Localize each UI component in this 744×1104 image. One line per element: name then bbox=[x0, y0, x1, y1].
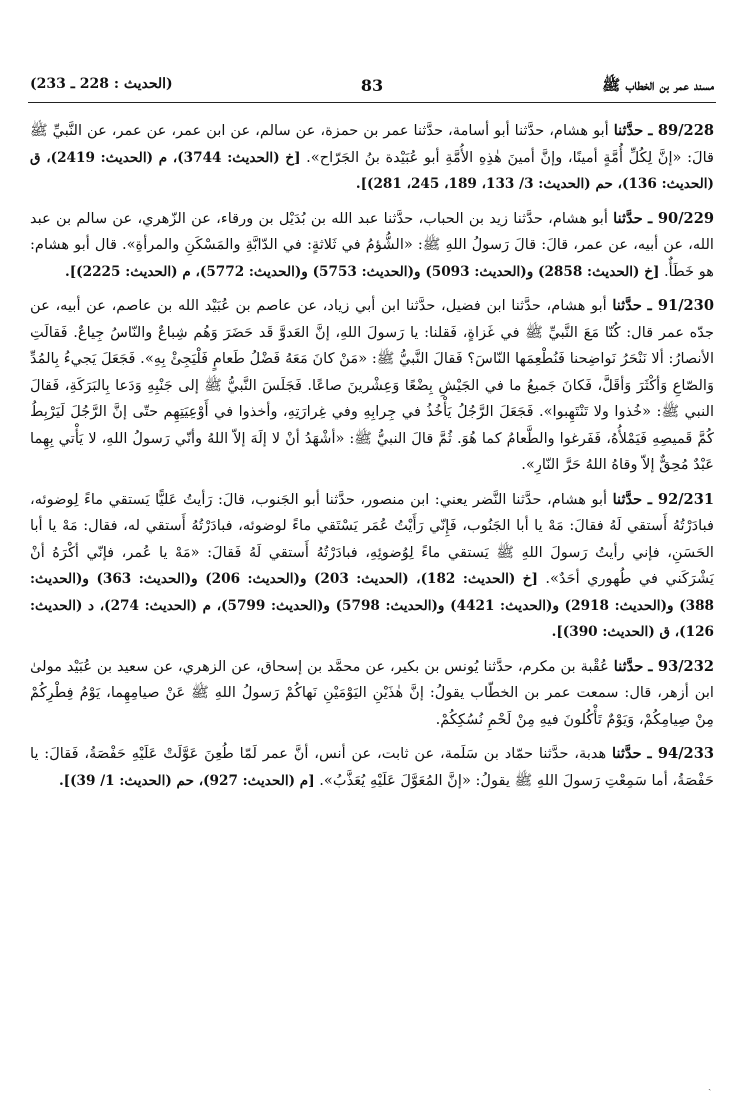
hadith-entry bbox=[30, 741, 714, 794]
hadith-text: أبو هشام، حدَّثنا أبو أسامة، حدَّثنا عمر بن حمزة، عن سالم، عن ابن عمر، عن عمر، عن النَّبيِّ ﷺ قالَ: «إنَّ لِكُلِّ أُمَّةٍ أمينًا، وإنَّ أمينَ هٰذِهِ الأُمَّةِ أبو عُبَيْدة بنُ الجَرّاح». bbox=[30, 122, 715, 166]
hadith-text: عُقْبة بن مكرم، حدَّثنا يُونس بن بكير، عن محمَّد بن إسحاق، عن الزهري، عن سعيد بن عُبَيْد مولىٰ ابن أزهر، قال: سمعت عمر بن الخطّاب يقولُ: إنَّ هٰذَيْنِ اليَوْمَيْنِ نَهاكُمْ رَسولُ اللهِ ﷺ عَنْ صيامِهِما، يَوْمُ فِطْرِكُمْ مِنْ صِيامِكُمْ، وَيَوْمٌ تَأْكُلونَ فيهِ مِنْ لَحْمِ نُسُكِكُمْ. bbox=[30, 657, 714, 728]
hadith-text: هدبة، حدَّثنا حمّاد بن سَلَمة، عن ثابت، عن أنس، أنَّ عمر لَمّا طُعِنَ عَوَّلَتْ عَلَيْهِ حَفْصَةُ، فَقالَ: يا حَفْصَةُ، أما سَمِعْتِ رَسولَ اللهِ ﷺ يقولُ: «إنَّ المُعَوَّلَ عَلَيْهِ يُعَذَّبُ». bbox=[30, 745, 714, 789]
hadith-range: (الحديث : 228 ـ 233) bbox=[30, 76, 173, 92]
hadith-number: 90/229 ـ bbox=[647, 209, 715, 227]
hadith-entry bbox=[30, 206, 714, 286]
hadith-text: أبو هشام، حدَّثنا زيد بن الحباب، حدَّثنا عبد الله بن بُدَيْل بن ورقاء، عن الزّهري، عن سالم بن عبد الله، عن أبيه، عن عمر، قالَ: قالَ رَسولُ اللهِ ﷺ: «الشُّؤمُ في ثَلاثةٍ: في الدّابَّةِ والمَسْكَنِ والمرأةِ». قال أبو هشام: هو خَطَأٌ. bbox=[30, 209, 714, 280]
hadith-lead: حدَّثنا bbox=[613, 209, 643, 227]
hadith-lead: حدَّثنا bbox=[613, 657, 644, 675]
hadith-entry bbox=[30, 118, 714, 198]
hadith-entry bbox=[30, 654, 714, 734]
hadith-entry bbox=[30, 293, 714, 479]
page-number: 83 bbox=[360, 76, 384, 95]
hadith-lead: حدَّثنا bbox=[613, 122, 644, 139]
hadith-number: 93/232 ـ bbox=[648, 657, 715, 675]
hadith-number: 91/230 ـ bbox=[647, 297, 714, 314]
page-edge-mark: ˎ bbox=[708, 1080, 712, 1091]
hadith-references: [خ (الحديث: 3744)، م (الحديث: 2419)، ق (الحديث: 136)، حم (الحديث: 3/ 133، 189، 245، 281)]. bbox=[30, 149, 714, 192]
hadith-text: أبو هشام، حدَّثنا ابن فضيل، حدَّثنا ابن أبي زياد، عن عاصم بن عُبَيْد الله بن عاصم، عن أبيه، عن جدّه عمر قال: كُنّا مَعَ النَّبيِّ ﷺ في غَزاةٍ، فَقلنا: يا رَسولَ اللهِ، إنَّ العَدوَّ قَد حَضَرَ وَهُم شِباعٌ والنّاسُ جِياعٌ. فَقالَتِ الأنصارُ: ألا نَنْحَرُ نَواضِحنا فَنُطْعِمَها النّاسَ؟ فَقالَ النَّبيُّ ﷺ: «مَنْ كانَ مَعَهُ فَضْلُ طَعامٍ فَلْيَجِئْ بِهِ». فَجَعَلَ يَجيءُ بِالمُدِّ وَالصّاعِ وَأكْثَرَ وَأقَلَّ، فَكانَ جَميعُ ما في الجَيْشِ بِضْعًا وَعِشْرينَ صاعًا. فَجَلَسَ النَّبيُّ ﷺ إلى جَنْبِهِ وَدَعا بِالبَرَكَةِ، فَقالَ النبي ﷺ: «خُذوا ولا تَنْتَهِبوا». فَجَعَلَ الرَّجُلُ يَأْخُذُ في جِرابِهِ وفي غِرارَتِهِ، وأخذوا في أَوْعِيَتِهِم حتّى إنَّ الرَّجُلَ لَيَرْبِطُ كُمَّ قَميصِهِ فَيَمْلأُهُ، فَفَرغوا والطَّعامُ كما هُوَ. ثُمَّ قالَ النبيُّ ﷺ: «أشْهَدُ أنْ لا إلَهَ إلاّ اللهُ وأنّي رَسولُ اللهِ، لا يَأْتي بِهِما عَبْدٌ مُحِقٌّ إلاّ وقاهُ اللهُ حَرَّ النّارِ». bbox=[30, 297, 714, 473]
hadith-text: أبو هشام، حدَّثنا النَّضر يعني: ابن منصور، حدَّثنا أبو الجَنوب، قالَ: رَأيتُ عَليًّا يَستقي ماءً لِوضوئه، فبادَرْتُهُ أَستقي لَهُ فقالَ: مَهْ يا أبا الجَنُوب، فَإِنّي رَأَيْتُ عُمَر يَسْتَقي ماءً لوضوئه، فبادَرْتُهُ أَستقي له، فقال: مَهْ يا أبا الحَسَنِ، فإني رأيتُ رَسولَ اللهِ ﷺ يَستقي ماءً لِوُضوئِهِ، فبادَرْتُهُ أَستقي لَهُ فَقالَ: «مَهْ يا عُمر، فإنّي أكْرَهُ أنْ يَشْرَكَني في طُهوري أحَدٌ». bbox=[30, 490, 714, 587]
hadith-lead: حدَّثنا bbox=[612, 490, 643, 508]
hadith-number: 92/231 ـ bbox=[647, 490, 715, 508]
running-header bbox=[28, 74, 716, 103]
header-title: مسند عمر بن الخطاب ﷺ bbox=[602, 76, 714, 94]
hadith-references: [خ (الحديث: 182)، (الحديث: 203) و(الحديث: 206) و(الحديث: 363) و(الحديث: 388) و(الحديث: 2918) و(الحديث: 4421) و(الحديث: 5798) و(الحديث: 5799)، م (الحديث: 274)، د (الحديث: 126)، ق (الحديث: 390)]. bbox=[30, 571, 715, 640]
hadith-number: 94/233 ـ bbox=[647, 745, 715, 762]
hadith-number: 89/228 ـ bbox=[648, 122, 715, 139]
hadith-lead: حدَّثنا bbox=[612, 745, 642, 762]
hadith-references: [م (الحديث: 927)، حم (الحديث: 1/ 39)]. bbox=[58, 772, 315, 789]
page-content bbox=[30, 118, 714, 802]
hadith-references: [خ (الحديث: 2858) و(الحديث: 5093) و(الحديث: 5753) و(الحديث: 5772)، م (الحديث: 2225)]. bbox=[65, 263, 660, 280]
hadith-lead: حدَّثنا bbox=[612, 297, 642, 314]
hadith-entry bbox=[30, 487, 714, 646]
